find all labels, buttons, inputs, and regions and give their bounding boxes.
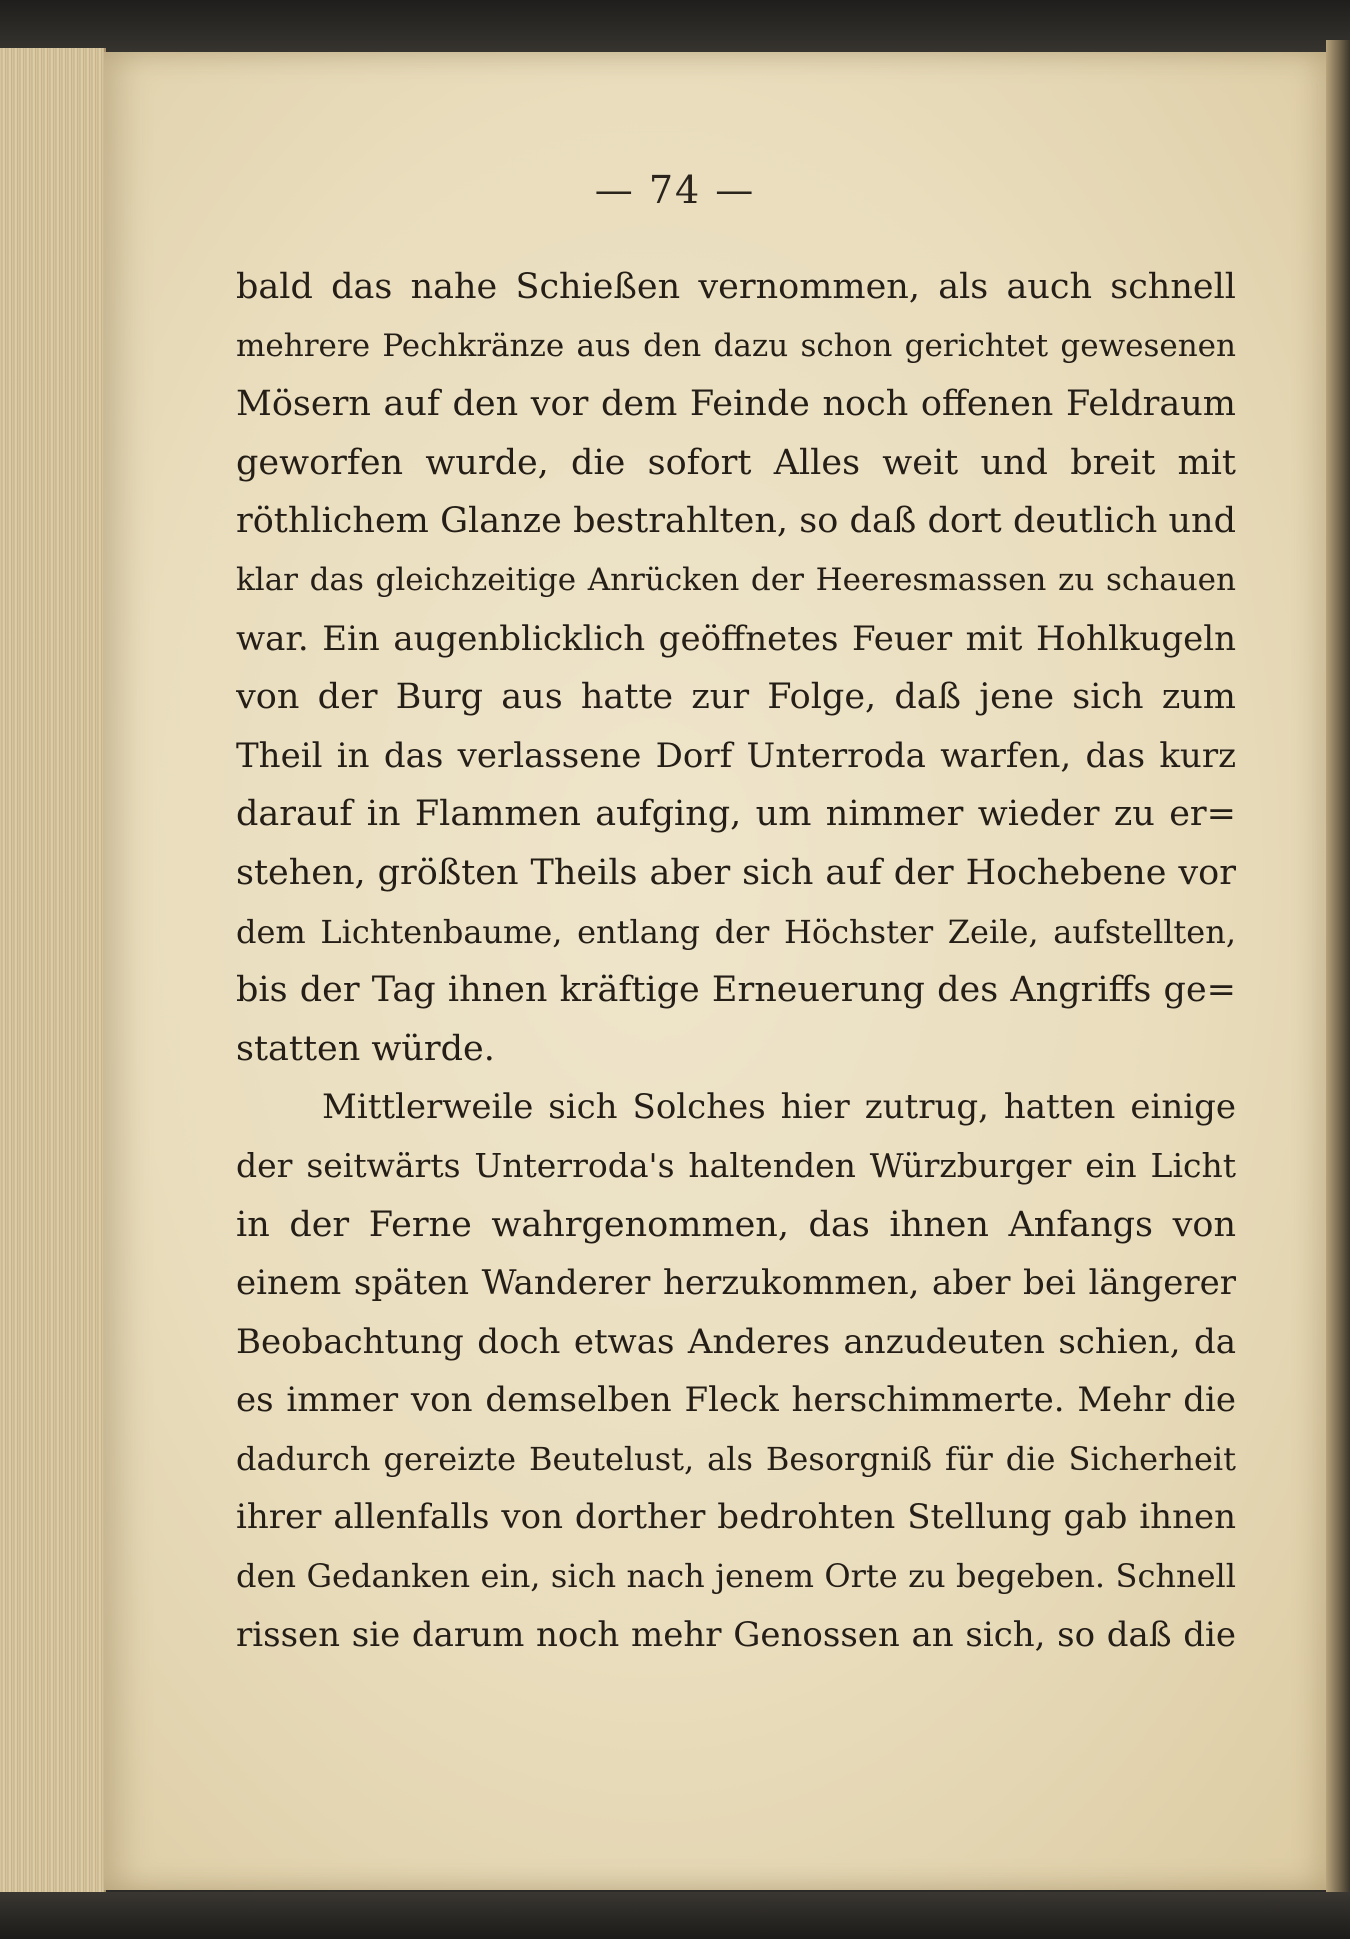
text-line: bald das nahe Schießen vernommen, als auch schnell (236, 267, 1236, 307)
text-line: Beobachtung doch etwas Anderes anzudeuten schien, da (236, 1321, 1236, 1362)
text-line: einem späten Wanderer herzukommen, aber bei längerer (236, 1263, 1236, 1304)
text-line: klar das gleichzeitige Anrücken der Heeresmassen zu schauen (236, 561, 1236, 598)
text-line: dem Lichtenbaume, entlang der Höchster Zeile, aufstellten, (236, 912, 1236, 951)
text-line: bis der Tag ihnen kräftige Erneuerung des Angriffs ge= (236, 970, 1236, 1011)
text-line: geworfen wurde, die sofort Alles weit und breit mit (236, 442, 1236, 483)
text-line: rissen sie darum noch mehr Genossen an sich, so daß die (236, 1614, 1236, 1655)
scan-bottom-border (0, 1892, 1350, 1939)
text-line: den Gedanken ein, sich nach jenem Orte zu begeben. Schnell (236, 1557, 1236, 1596)
text-line: stehen, größten Theils aber sich auf der Hochebene vor (236, 852, 1236, 893)
text-line: der seitwärts Unterroda's haltenden Würzburger ein Licht (236, 1145, 1236, 1185)
body-text (236, 258, 1236, 1664)
text-line: ihrer allenfalls von dorther bedrohten Stellung gab ihnen (236, 1497, 1236, 1538)
book-page-edges (0, 48, 106, 1898)
text-line: dadurch gereizte Beutelust, als Besorgniß für die Sicherheit (236, 1439, 1236, 1478)
text-line: war. Ein augenblicklich geöffnetes Feuer mit Hohlkugeln (236, 618, 1236, 659)
text-line: Theil in das verlassene Dorf Unterroda warfen, das kurz (236, 735, 1236, 776)
page-number: — 74 — (594, 168, 756, 212)
book-right-edge (1326, 40, 1350, 1900)
text-line: statten würde. (236, 1028, 495, 1069)
text-line: von der Burg aus hatte zur Folge, daß jene sich zum (236, 677, 1236, 718)
text-line: röthlichem Glanze bestrahlten, so daß dort deutlich und (236, 501, 1236, 542)
text-line: darauf in Flammen aufging, um nimmer wieder zu er= (236, 794, 1236, 835)
text-line: Mittlerweile sich Solches hier zutrug, hatten einige (322, 1087, 1236, 1128)
text-line: mehrere Pechkränze aus den dazu schon gerichtet gewesenen (236, 327, 1236, 364)
text-line: es immer von demselben Fleck herschimmerte. Mehr die (236, 1380, 1236, 1421)
text-line: in der Ferne wahrgenommen, das ihnen Anfangs von (236, 1204, 1236, 1245)
text-line: Mösern auf den vor dem Feinde noch offenen Feldraum (236, 384, 1236, 425)
scan-top-border (0, 0, 1350, 60)
